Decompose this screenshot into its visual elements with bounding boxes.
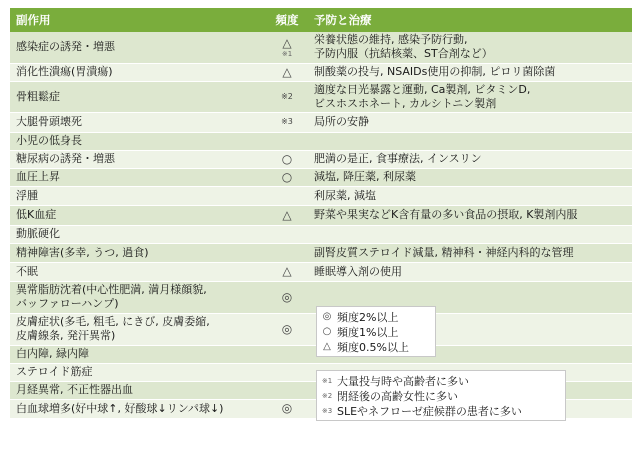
side-effect-cell: 感染症の誘発・増悪 [10, 32, 266, 63]
frequency-cell [266, 262, 308, 281]
frequency-cell [266, 363, 308, 381]
side-effect-cell: 糖尿病の誘発・増悪 [10, 150, 266, 168]
frequency-cell [266, 63, 308, 81]
side-effect-cell: 低K血症 [10, 205, 266, 225]
footnote-item [317, 403, 565, 418]
frequency-cell [266, 186, 308, 205]
prevention-cell: 野菜や果実などK含有量の多い食品の摂取, K製剤内服 [308, 205, 632, 225]
table-row [10, 81, 632, 112]
frequency-legend [316, 306, 436, 357]
prevention-line: 適度な日光暴露と運動, Ca製剤, ビタミンD, [314, 82, 531, 96]
frequency-cell [266, 32, 308, 63]
frequency-cell [266, 205, 308, 225]
side-effect-line: 皮膚症状(多毛, 粗毛, にきび, 皮膚委縮, [16, 315, 210, 328]
table-row [10, 112, 632, 132]
side-effect-cell: 小児の低身長 [10, 132, 266, 150]
prevention-cell: 副腎皮質ステロイド減量, 精神科・神経内科的な管理 [308, 243, 632, 262]
side-effect-cell: 血圧上昇 [10, 168, 266, 186]
prevention-cell [308, 32, 632, 63]
frequency-symbol: △ [282, 264, 292, 278]
prevention-cell [308, 81, 632, 112]
prevention-cell [308, 225, 632, 243]
frequency-symbol: ◎ [281, 289, 293, 304]
side-effect-cell: 精神障害(多幸, うつ, 過食) [10, 243, 266, 262]
legend-text: 頻度1%以上 [337, 325, 399, 339]
legend-text: 頻度2%以上 [337, 310, 399, 324]
legend-glyph: ◎ [322, 311, 332, 322]
table-row [10, 32, 632, 63]
side-effect-cell: 浮腫 [10, 186, 266, 205]
legend-item [317, 339, 435, 354]
footnote-mark: ※1 [321, 376, 333, 385]
prevention-cell: 局所の安静 [308, 112, 632, 132]
side-effect-cell: 動脈硬化 [10, 225, 266, 243]
prevention-line: 栄養状態の維持, 感染予防行動, [314, 33, 468, 47]
frequency-symbol: ○ [281, 151, 293, 166]
side-effect-cell: 大腿骨頭壊死 [10, 112, 266, 132]
frequency-cell [266, 81, 308, 112]
header-prevention: 予防と治療 [308, 8, 632, 32]
footnote-mark: ※3 [281, 117, 293, 126]
table-row [10, 132, 632, 150]
prevention-cell: 睡眠導入剤の使用 [308, 262, 632, 281]
frequency-symbol: △ [282, 35, 292, 50]
footnote-mark: ※2 [281, 91, 293, 101]
frequency-symbol: △ [282, 207, 292, 222]
side-effect-cell [10, 313, 266, 345]
legend-item [317, 324, 435, 339]
footnote-text: SLEやネフローゼ症候群の患者に多い [337, 404, 522, 418]
prevention-cell: 減塩, 降圧薬, 利尿薬 [308, 168, 632, 186]
prevention-cell: 肥満の是正, 食事療法, インスリン [308, 150, 632, 168]
legend-glyph: ○ [322, 326, 332, 337]
table-row [10, 63, 632, 81]
footnote-mark: ※1 [281, 49, 293, 58]
frequency-cell [266, 243, 308, 262]
side-effect-cell: 月経異常, 不正性器出血 [10, 381, 266, 399]
legend-glyph: △ [323, 341, 331, 352]
table-row [10, 243, 632, 262]
table-row [10, 150, 632, 168]
frequency-cell [266, 225, 308, 243]
side-effect-cell [10, 281, 266, 313]
prevention-cell [308, 132, 632, 150]
footnote-mark: ※2 [321, 391, 333, 400]
frequency-cell [266, 112, 308, 132]
prevention-cell: 制酸薬の投与, NSAIDs使用の抑制, ピロリ菌除菌 [308, 63, 632, 81]
footnote-legend [316, 370, 566, 421]
side-effect-cell: 白血球増多(好中球↑, 好酸球↓リンパ球↓) [10, 399, 266, 418]
frequency-symbol: △ [282, 64, 292, 79]
table-row [10, 225, 632, 243]
legend-item [317, 309, 435, 324]
frequency-cell [266, 168, 308, 186]
side-effect-line: バッファローハンプ) [16, 297, 119, 310]
table-row [10, 186, 632, 205]
frequency-cell [266, 313, 308, 345]
frequency-cell [266, 132, 308, 150]
table-header-row [10, 8, 632, 32]
header-frequency: 頻度 [266, 8, 308, 32]
frequency-cell [266, 381, 308, 399]
frequency-cell [266, 281, 308, 313]
footnote-text: 大量投与時や高齢者に多い [337, 374, 469, 388]
footnote-item [317, 388, 565, 403]
footnote-text: 閉経後の高齢女性に多い [337, 389, 458, 403]
table-row [10, 205, 632, 225]
side-effect-cell: 消化性潰瘍(胃潰瘍) [10, 63, 266, 81]
side-effect-cell: 骨粗鬆症 [10, 81, 266, 112]
side-effect-cell: ステロイド筋症 [10, 363, 266, 381]
prevention-cell: 利尿薬, 減塩 [308, 186, 632, 205]
side-effect-cell: 白内障, 緑内障 [10, 345, 266, 363]
legend-text: 頻度0.5%以上 [337, 340, 409, 354]
frequency-symbol: ◎ [281, 401, 293, 415]
frequency-cell [266, 345, 308, 363]
side-effect-line: 異常脂肪沈着(中心性肥満, 満月様顔貌, [16, 283, 207, 296]
frequency-cell [266, 399, 308, 418]
side-effect-line: 皮膚線条, 発汗異常) [16, 329, 116, 342]
frequency-symbol: ◎ [281, 321, 293, 336]
table-row [10, 262, 632, 281]
frequency-cell [266, 150, 308, 168]
prevention-line: ビスホスホネート, カルシトニン製剤 [314, 96, 497, 110]
side-effect-cell: 不眠 [10, 262, 266, 281]
footnote-item [317, 373, 565, 388]
prevention-line: 予防内服（抗結核薬、ST合剤など） [314, 47, 493, 61]
header-side-effect: 副作用 [10, 8, 266, 32]
footnote-mark: ※3 [321, 406, 333, 415]
table-row [10, 168, 632, 186]
frequency-symbol: ○ [281, 169, 293, 184]
